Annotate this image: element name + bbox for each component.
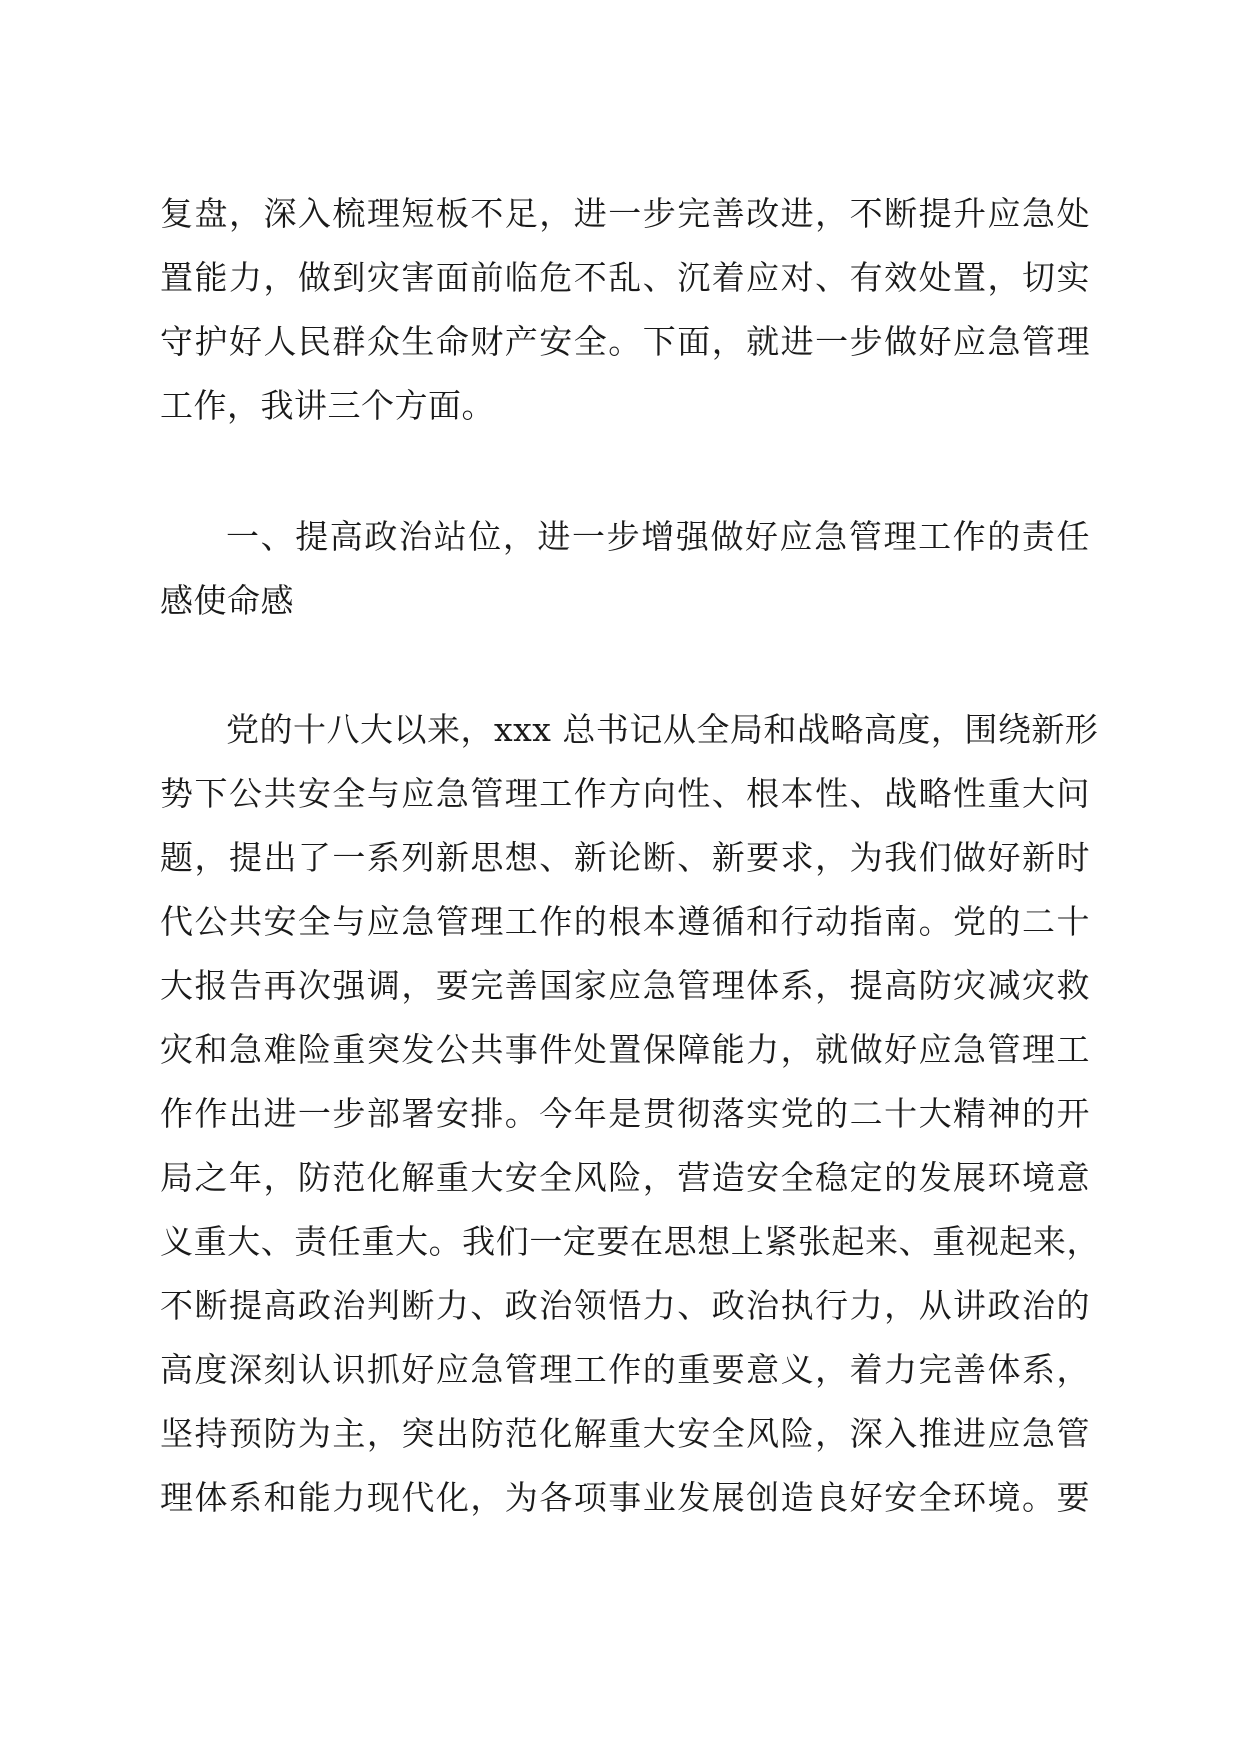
paragraph-body-line-4: 代公共安全与应急管理工作的根本遵循和行动指南。党的二十: [160, 902, 1090, 941]
paragraph-intro-line-1: 复盘，深入梳理短板不足，进一步完善改进，不断提升应急处: [160, 194, 1090, 233]
paragraph-body-line-9: 义重大、责任重大。我们一定要在思想上紧张起来、重视起来，: [160, 1222, 1100, 1261]
paragraph-body-line-12: 坚持预防为主，突出防范化解重大安全风险，深入推进应急管: [160, 1414, 1090, 1453]
paragraph-body-line-13: 理体系和能力现代化，为各项事业发展创造良好安全环境。要: [160, 1478, 1090, 1517]
paragraph-body-line-2: 势下公共安全与应急管理工作方向性、根本性、战略性重大问: [160, 774, 1090, 813]
paragraph-intro-line-2: 置能力，做到灾害面前临危不乱、沉着应对、有效处置，切实: [160, 258, 1090, 297]
paragraph-body-line-3: 题，提出了一系列新思想、新论断、新要求，为我们做好新时: [160, 838, 1090, 877]
section-heading-line-1: 一、提高政治站位，进一步增强做好应急管理工作的责任: [226, 517, 1090, 556]
paragraph-body-line-8: 局之年，防范化解重大安全风险，营造安全稳定的发展环境意: [160, 1158, 1090, 1197]
section-heading-line-2: 感使命感: [160, 581, 294, 620]
paragraph-body-line-11: 高度深刻认识抓好应急管理工作的重要意义，着力完善体系，: [160, 1350, 1090, 1389]
paragraph-body-line-1: 党的十八大以来，xxx 总书记从全局和战略高度，围绕新形: [226, 710, 1099, 749]
paragraph-intro-line-4: 工作，我讲三个方面。: [160, 386, 495, 425]
paragraph-intro-line-3: 守护好人民群众生命财产安全。下面，就进一步做好应急管理: [160, 322, 1090, 361]
paragraph-body-line-10: 不断提高政治判断力、政治领悟力、政治执行力，从讲政治的: [160, 1286, 1090, 1325]
paragraph-body-line-5: 大报告再次强调，要完善国家应急管理体系，提高防灾减灾救: [160, 966, 1090, 1005]
paragraph-body-line-6: 灾和急难险重突发公共事件处置保障能力，就做好应急管理工: [160, 1030, 1090, 1069]
paragraph-body-line-7: 作作出进一步部署安排。今年是贯彻落实党的二十大精神的开: [160, 1094, 1090, 1133]
